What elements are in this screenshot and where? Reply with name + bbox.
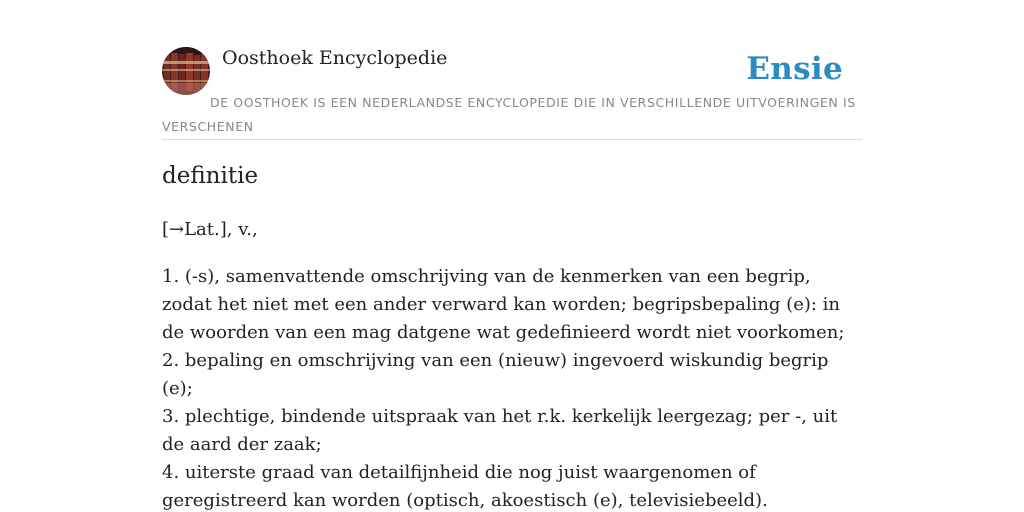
entry-etymology: [→Lat.], v., xyxy=(162,219,258,240)
entry-content xyxy=(162,216,862,512)
definition-item: 3. plechtige, bindende uitspraak van het r.k. kerkelijk leergezag; per -, uit de aard der zaak; xyxy=(162,406,838,455)
definition-item: 1. (-s), samenvattende omschrijving van de kenmerken van een begrip, zodat het niet met een ander verward kan worden; begripsbepaling (e): in de woorden van een mag datgene wat gedefinieerd wordt niet voorkomen; xyxy=(162,266,845,343)
encyclopedia-books-icon xyxy=(162,47,210,95)
definition-item: 4. uiterste graad van detailfijnheid die nog juist waargenomen of geregistreerd kan worden (optisch, akoestisch (e), televisiebeeld). xyxy=(162,462,768,511)
source-tagline: DE OOSTHOEK IS EEN NEDERLANDSE ENCYCLOPEDIE DIE IN VERSCHILLENDE UITVOERINGEN IS VERSCHENEN xyxy=(162,95,856,134)
source-name[interactable]: Oosthoek Encyclopedie xyxy=(222,47,448,69)
ensie-logo-link[interactable]: Ensie xyxy=(746,51,843,87)
entry-title: definitie xyxy=(162,163,259,189)
source-header xyxy=(162,46,862,140)
source-avatar[interactable] xyxy=(162,47,210,95)
definition-item: 2. bepaling en omschrijving van een (nieuw) ingevoerd wiskundig begrip (e); xyxy=(162,350,829,399)
